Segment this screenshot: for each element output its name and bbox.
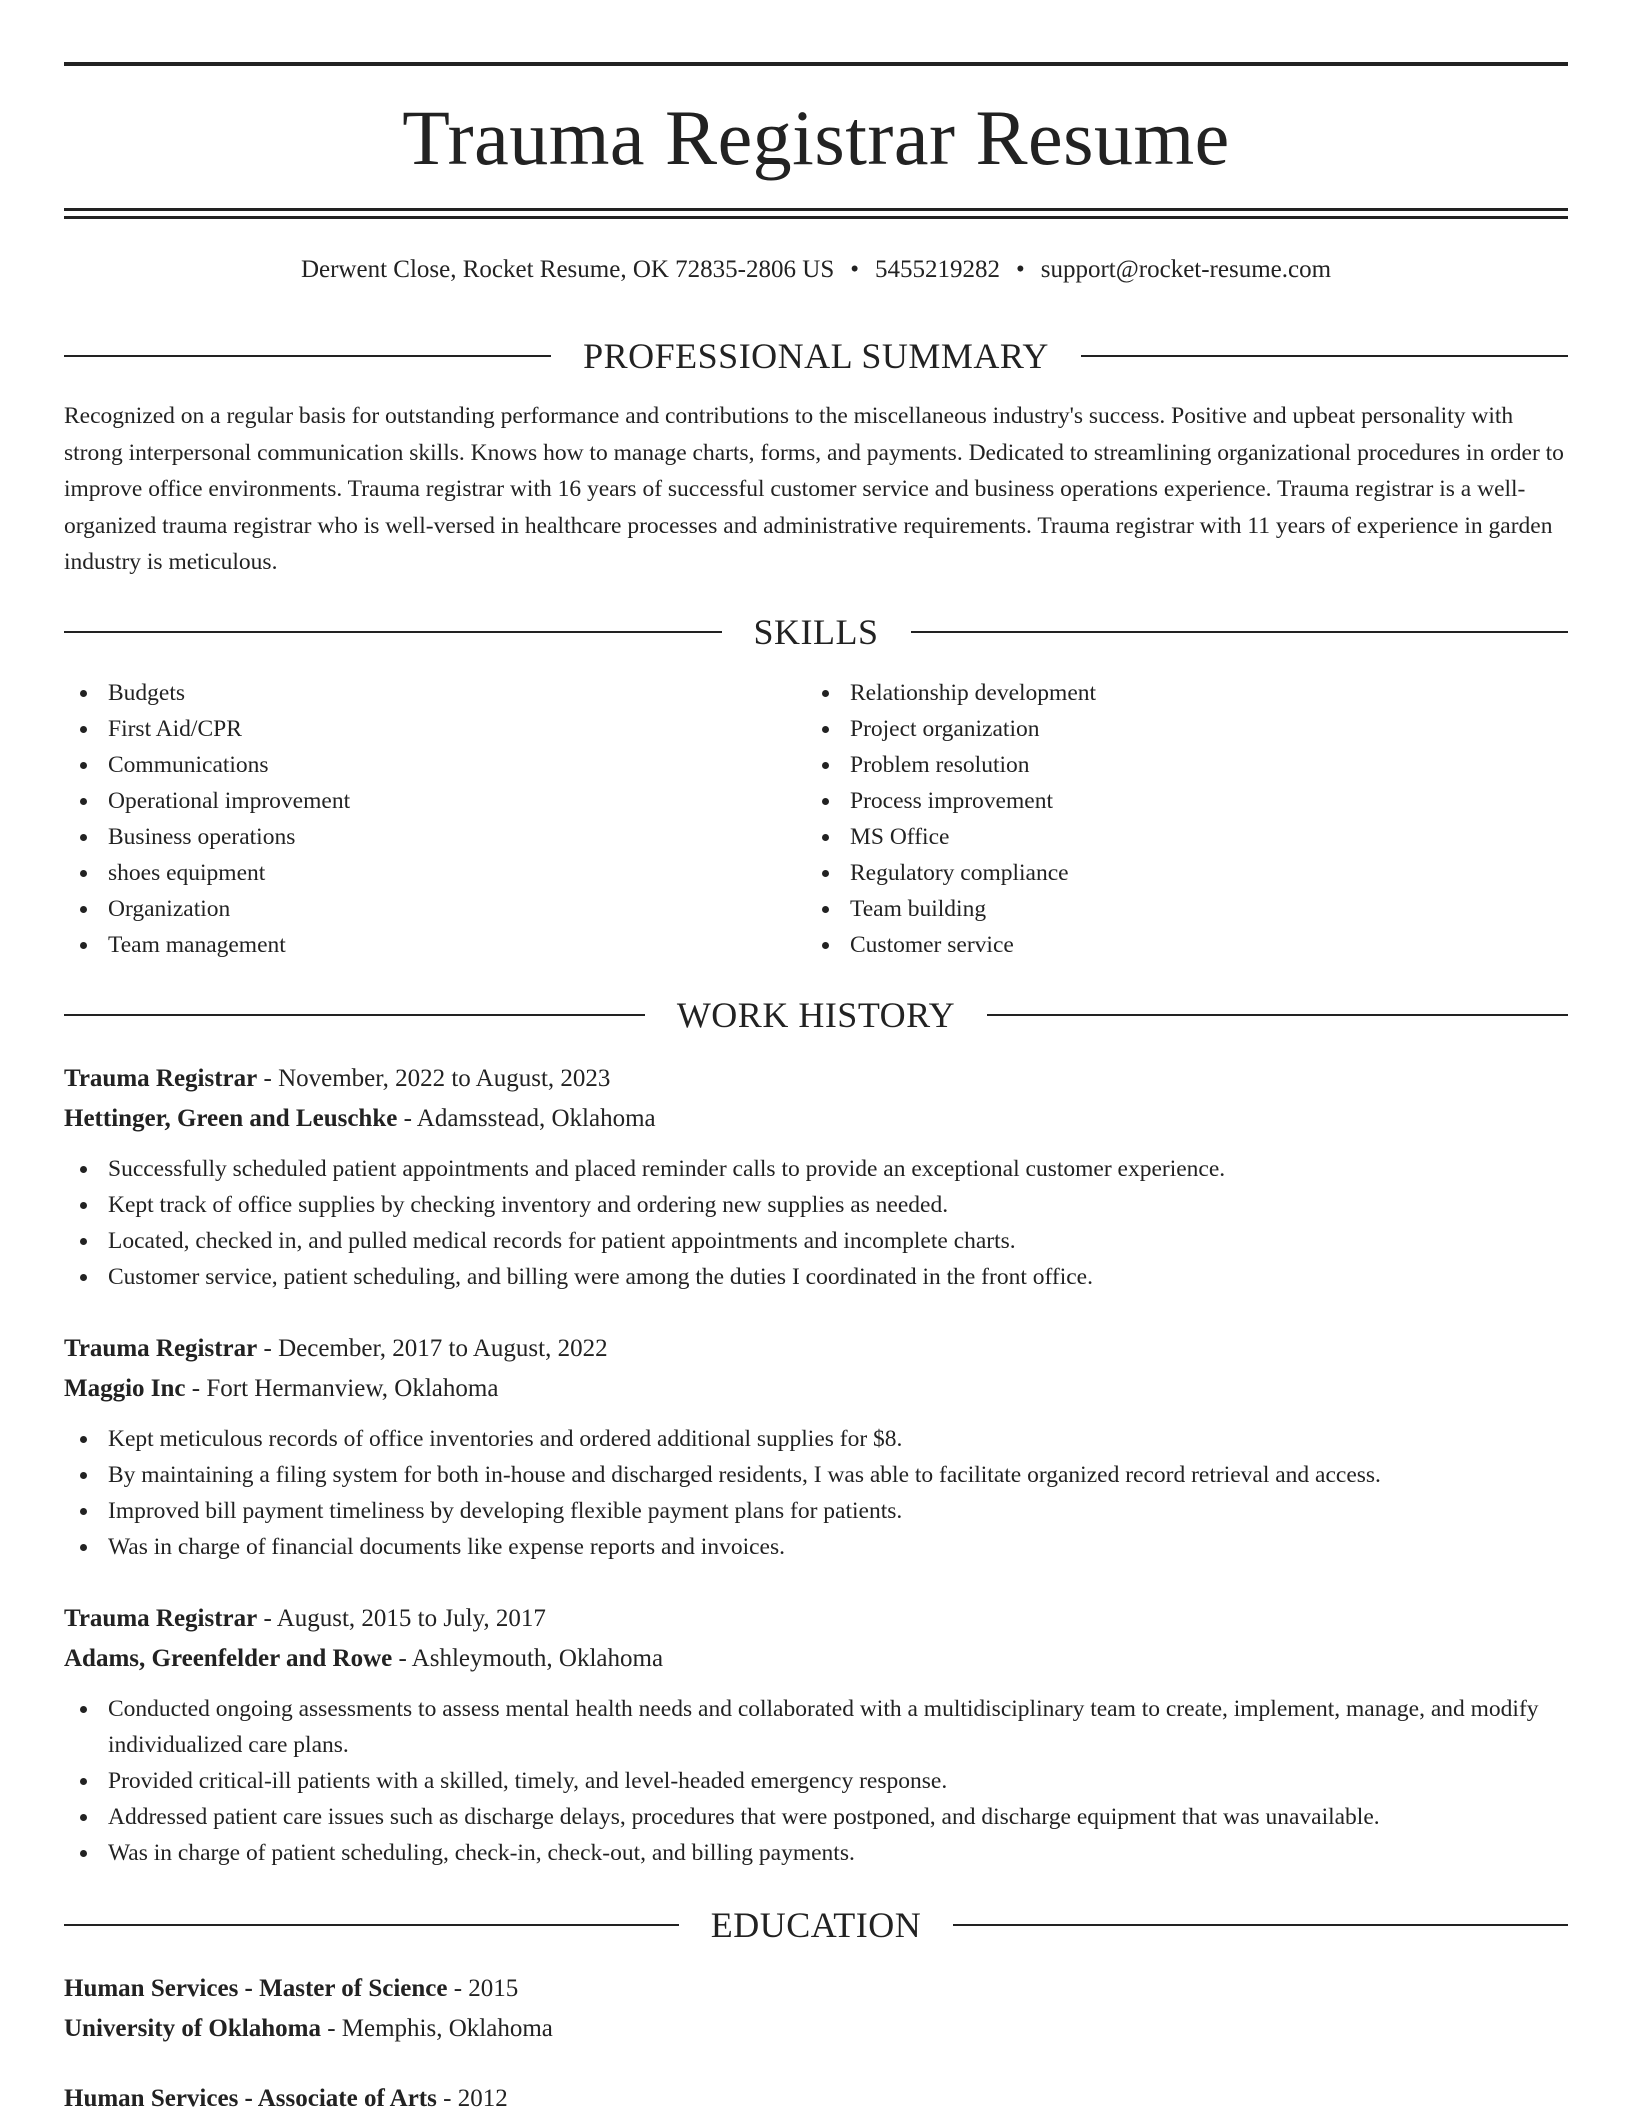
section-heading-skills	[64, 610, 1568, 654]
job-duty: Kept track of office supplies by checking inventory and ordering new supplies as needed.	[64, 1187, 1568, 1223]
job-company: Adams, Greenfelder and Rowe	[64, 1645, 393, 1672]
job-location: - Ashleymouth, Oklahoma	[398, 1645, 664, 1672]
education-degree: Human Services - Associate of Arts	[64, 2085, 437, 2112]
education-school: University of Oklahoma	[64, 2015, 321, 2042]
contact-separator: •	[850, 256, 859, 283]
skill-item: MS Office	[806, 819, 1566, 855]
job-duty: Was in charge of patient scheduling, check-in, check-out, and billing payments.	[64, 1835, 1568, 1871]
heading-rule	[953, 1924, 1568, 1926]
job-title-line	[64, 1329, 1568, 1369]
top-rule	[64, 62, 1568, 66]
section-heading-education	[64, 1903, 1568, 1947]
job-title: Trauma Registrar	[64, 1335, 258, 1362]
job-duties-list	[64, 1421, 1568, 1565]
job-dates: - December, 2017 to August, 2022	[263, 1335, 608, 1362]
job-duties-list	[64, 1151, 1568, 1295]
job-duty: Successfully scheduled patient appointments and placed reminder calls to provide an exceptional customer experience.	[64, 1151, 1568, 1187]
skill-item: shoes equipment	[64, 855, 804, 891]
section-heading-work-history	[64, 993, 1568, 1037]
job-duty: By maintaining a filing system for both in-house and discharged residents, I was able to facilitate organized record retrieval and access.	[64, 1457, 1568, 1493]
skill-item: Process improvement	[806, 783, 1566, 819]
skill-item: First Aid/CPR	[64, 711, 804, 747]
heading-rule	[911, 631, 1569, 633]
skill-item: Relationship development	[806, 675, 1566, 711]
skills-list-right	[806, 675, 1566, 963]
job-entry	[64, 1059, 1568, 1295]
skill-item: Team building	[806, 891, 1566, 927]
job-company-line	[64, 1369, 1568, 1409]
job-location: - Fort Hermanview, Oklahoma	[191, 1375, 499, 1402]
skill-item: Project organization	[806, 711, 1566, 747]
job-duty: Conducted ongoing assessments to assess mental health needs and collaborated with a multidisciplinary team to create, implement, manage, and modify individualized care plans.	[64, 1691, 1568, 1763]
job-entry	[64, 1329, 1568, 1565]
education-degree-line	[64, 1969, 1568, 2009]
skill-item: Communications	[64, 747, 804, 783]
education-degree: Human Services - Master of Science	[64, 1975, 448, 2002]
job-duty: Improved bill payment timeliness by developing flexible payment plans for patients.	[64, 1493, 1568, 1529]
skill-item: Budgets	[64, 675, 804, 711]
job-company-line	[64, 1639, 1568, 1679]
job-duty: Kept meticulous records of office inventories and ordered additional supplies for $8.	[64, 1421, 1568, 1457]
job-company: Hettinger, Green and Leuschke	[64, 1105, 398, 1132]
contact-email: support@rocket-resume.com	[1040, 256, 1332, 283]
skill-item: Business operations	[64, 819, 804, 855]
job-company-line	[64, 1099, 1568, 1139]
job-duty: Addressed patient care issues such as discharge delays, procedures that were postponed, and discharge equipment that was unavailable.	[64, 1799, 1568, 1835]
resume-title: Trauma Registrar Resume	[402, 94, 1230, 181]
heading-rule	[64, 631, 722, 633]
contact-line	[64, 252, 1568, 288]
summary-paragraph: Recognized on a regular basis for outstanding performance and contributions to the miscellaneous industry's success. Positive and upbeat personality with strong interpersonal communication skills. Knows how to manage charts, forms, and payments. Dedicated to streamlining organizational procedures in order to improve office environments. Trauma registrar with 16 years of successful customer service and business operations experience. Trauma registrar is a well-organized trauma registrar who is well-versed in healthcare processes and administrative requirements. Trauma registrar with 11 years of experience in garden industry is meticulous.	[64, 403, 1564, 575]
title-rule-upper	[64, 208, 1568, 211]
job-duty: Was in charge of financial documents like expense reports and invoices.	[64, 1529, 1568, 1565]
job-location: - Adamsstead, Oklahoma	[403, 1105, 656, 1132]
education-degree-line	[64, 2079, 1568, 2119]
section-title: SKILLS	[753, 612, 879, 652]
heading-rule	[64, 355, 551, 357]
job-title-line	[64, 1599, 1568, 1639]
skill-item: Customer service	[806, 927, 1566, 963]
section-title: EDUCATION	[710, 1905, 922, 1945]
job-duty: Provided critical-ill patients with a skilled, timely, and level-headed emergency response.	[64, 1763, 1568, 1799]
skills-list-left	[64, 675, 804, 963]
job-duties-list	[64, 1691, 1568, 1871]
section-title: PROFESSIONAL SUMMARY	[583, 336, 1049, 376]
job-title: Trauma Registrar	[64, 1065, 258, 1092]
education-entry	[64, 1969, 1568, 2049]
skill-item: Team management	[64, 927, 804, 963]
education-year: - 2012	[443, 2085, 508, 2112]
job-duty: Located, checked in, and pulled medical records for patient appointments and incomplete charts.	[64, 1223, 1568, 1259]
skill-item: Organization	[64, 891, 804, 927]
heading-rule	[64, 1924, 679, 1926]
contact-phone: 5455219282	[874, 256, 1000, 283]
job-title-line	[64, 1059, 1568, 1099]
section-title: WORK HISTORY	[676, 995, 956, 1035]
job-company: Maggio Inc	[64, 1375, 186, 1402]
job-dates: - November, 2022 to August, 2023	[263, 1065, 611, 1092]
skill-item: Problem resolution	[806, 747, 1566, 783]
education-location: - Memphis, Oklahoma	[327, 2015, 553, 2042]
heading-rule	[64, 1014, 645, 1016]
title-rule-lower	[64, 216, 1568, 219]
job-entry	[64, 1599, 1568, 1871]
skill-item: Operational improvement	[64, 783, 804, 819]
job-duty: Customer service, patient scheduling, and billing were among the duties I coordinated in the front office.	[64, 1259, 1568, 1295]
job-dates: - August, 2015 to July, 2017	[263, 1605, 546, 1632]
heading-rule	[987, 1014, 1568, 1016]
education-entry	[64, 2079, 1568, 2119]
section-heading-summary	[64, 334, 1568, 378]
job-title: Trauma Registrar	[64, 1605, 258, 1632]
contact-address: Derwent Close, Rocket Resume, OK 72835-2806 US	[300, 256, 835, 283]
education-school-line	[64, 2009, 1568, 2049]
education-year: - 2015	[453, 1975, 519, 2002]
skill-item: Regulatory compliance	[806, 855, 1566, 891]
heading-rule	[1081, 355, 1568, 357]
contact-separator: •	[1015, 256, 1025, 283]
